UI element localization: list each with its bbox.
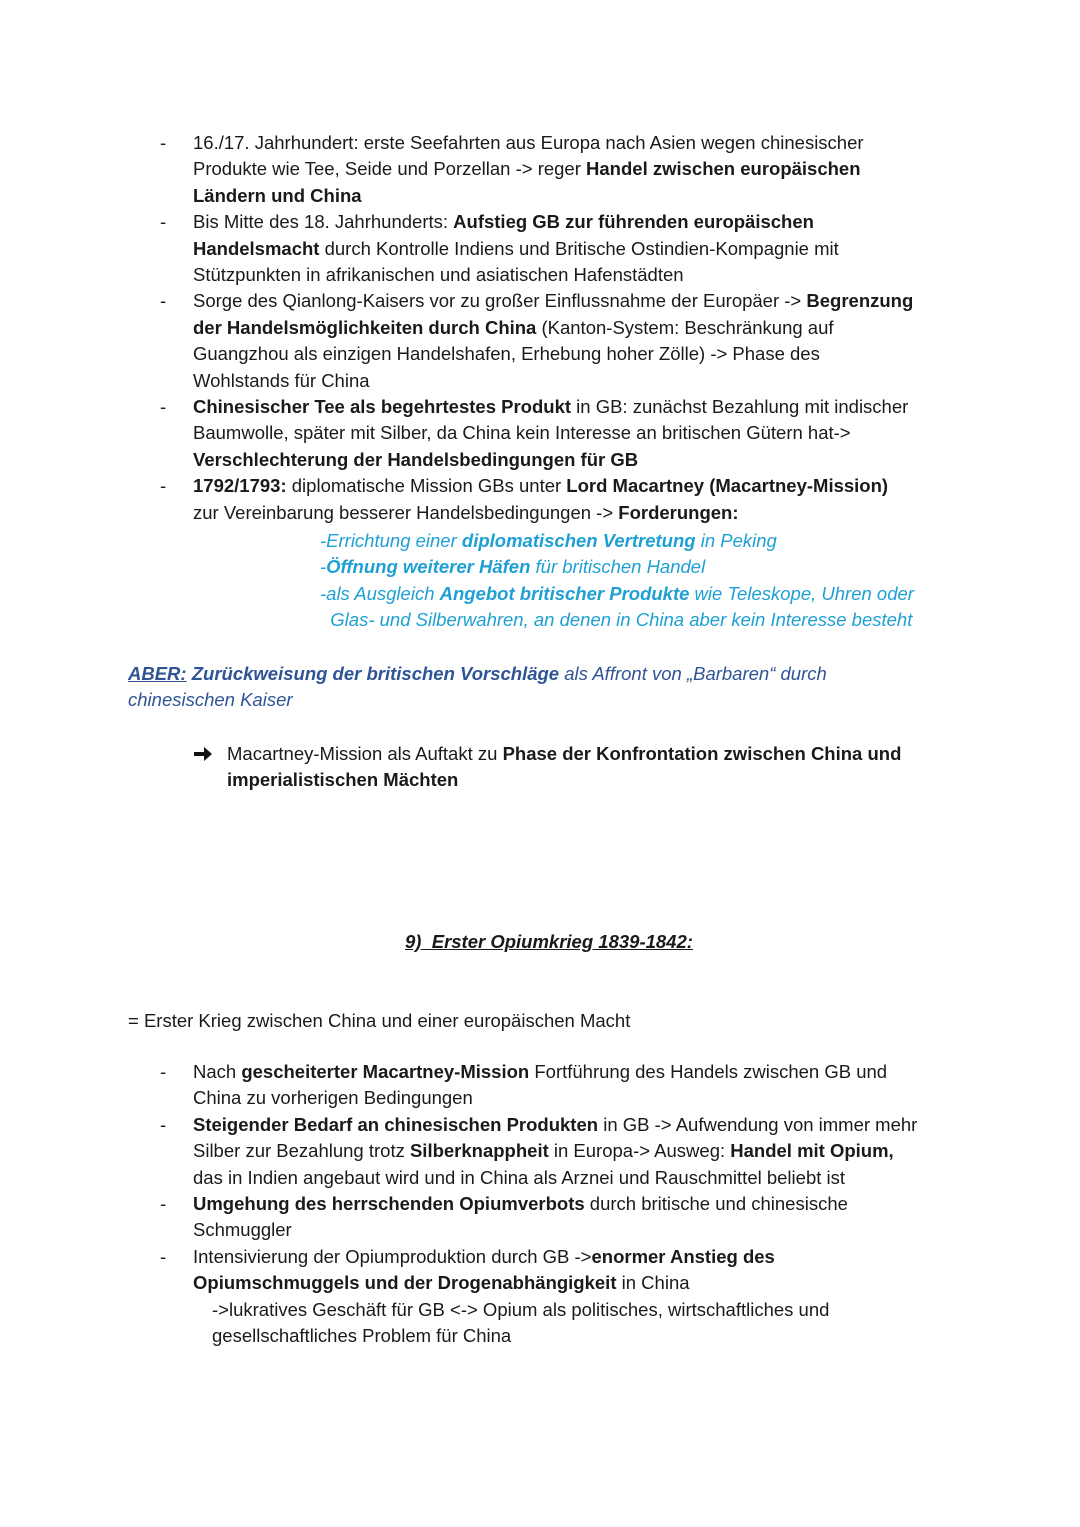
text-run: in China [616, 1272, 690, 1294]
bullet-line [193, 288, 913, 314]
bold-run: Aufstieg GB zur führenden europäischen [453, 211, 814, 233]
demand-line [320, 528, 777, 554]
text-run: in Europa-> Ausweg: [548, 1140, 731, 1162]
text-run: -Errichtung einer [320, 530, 462, 551]
bullet-line [193, 1085, 473, 1111]
heading-number: 9) [405, 931, 422, 952]
text-run: Schmuggler [193, 1219, 292, 1241]
bold-run: Angebot britischer Produkte [439, 582, 690, 604]
bold-underline-run: ABER: [128, 663, 187, 684]
definition-line: = Erster Krieg zwischen China und einer europäischen Macht [128, 1010, 631, 1031]
bold-run: Handel mit Opium, [730, 1140, 894, 1162]
bold-run: Steigender Bedarf an chinesischen Produkten [193, 1113, 599, 1135]
text-run: das in Indien angebaut wird und in China als Arznei und Rauschmittel beliebt ist [193, 1166, 846, 1188]
text-run: gesellschaftliches Problem für China [212, 1325, 512, 1346]
bullet-dash: - [160, 1245, 167, 1267]
bullet-dash: - [160, 132, 167, 153]
bold-run: Forderungen: [618, 501, 739, 523]
bullet-line [193, 315, 834, 341]
bullet-dash: - [160, 475, 167, 497]
bullet-dash: - [160, 1113, 167, 1135]
text-run: ->lukratives Geschäft für GB <-> Opium als politisches, wirtschaftliches und [212, 1298, 830, 1320]
bold-run: Opiumschmuggels und der Drogenabhängigkeit [193, 1272, 617, 1294]
bold-run: Ländern und China [193, 184, 362, 206]
right-arrow-icon [193, 744, 213, 764]
text-run: Bis Mitte des 18. Jahrhunderts: [193, 211, 454, 233]
text-run: Produkte wie Tee, Seide und Porzellan -> reger [193, 158, 587, 180]
bullet-dash: - [160, 1061, 167, 1082]
bullet-line [193, 1138, 894, 1164]
bold-run: diplomatischen Vertretung [461, 530, 696, 551]
text-run: Baumwolle, später mit Silber, da China kein Interesse an britischen Gütern hat-> [193, 422, 851, 444]
bullet-dash: - [160, 290, 167, 312]
text-run: Stützpunkten in afrikanischen und asiatischen Hafenstädten [193, 264, 684, 285]
bold-run: Handelsmacht [193, 237, 320, 259]
bullet-dash: - [160, 211, 167, 233]
bullet-line [193, 236, 839, 262]
bullet-line [193, 1112, 917, 1138]
bullet-line [193, 156, 861, 182]
text-run: Intensivierung der Opiumproduktion durch GB -> [193, 1245, 592, 1267]
text-run: Nach [193, 1061, 242, 1082]
bullet-line [193, 368, 370, 394]
heading-erster-opiumkrieg [405, 929, 693, 955]
bold-run: Lord Macartney (Macartney-Mission) [566, 475, 889, 497]
bold-run: Chinesischer Tee als begehrtestes Produkt [193, 396, 572, 417]
text-run: Sorge des Qianlong-Kaisers vor zu großer Einflussnahme der Europäer -> [193, 290, 807, 312]
text-run: Glas- und Silberwahren, an denen in China aber kein Interesse besteht [320, 609, 913, 631]
bold-run: der Handelsmöglichkeiten durch China [193, 316, 537, 338]
bullet-line [193, 394, 908, 420]
bullet-line [193, 130, 864, 156]
bold-run: gescheiterter Macartney-Mission [241, 1061, 530, 1082]
bold-run: Silberknappheit [409, 1140, 549, 1162]
text-run: Fortführung des Handels zwischen GB und [529, 1061, 888, 1082]
bold-run: enormer Anstieg des [591, 1245, 775, 1267]
text-run: Wohlstands für China [193, 369, 370, 391]
text-run: Guangzhou als einzigen Handelshafen, Erhebung hoher Zölle) -> Phase des [193, 343, 820, 365]
bold-run: Verschlechterung der Handelsbedingungen für GB [193, 448, 639, 470]
text-run: als Affront von „Barbaren“ durch [559, 663, 827, 684]
demand-line [320, 554, 705, 580]
text-run: durch Kontrolle Indiens und Britische Ostindien-Kompagnie mit [319, 237, 839, 259]
bold-run: Umgehung des herrschenden Opiumverbots [193, 1193, 585, 1214]
bullet-line [193, 1244, 775, 1270]
aber-line [128, 661, 827, 687]
bold-run: Phase der Konfrontation zwischen China und [502, 743, 902, 764]
text-run: -als Ausgleich [320, 582, 440, 604]
conclusion-line [227, 767, 458, 793]
bullet-line [193, 209, 814, 235]
bold-run: Öffnung weiterer Häfen [326, 556, 531, 578]
bullet-line [193, 473, 888, 499]
sub-line [212, 1323, 511, 1349]
bullet-line [193, 262, 684, 288]
sub-line [212, 1297, 829, 1323]
text-run: Macartney-Mission als Auftakt zu [227, 743, 503, 764]
bullet-line [193, 183, 362, 209]
text-run: - [320, 556, 327, 578]
heading-title: Erster Opiumkrieg 1839-1842: [431, 931, 693, 952]
text-run: für britischen Handel [530, 556, 706, 578]
aber-line [128, 687, 293, 713]
bullet-line [193, 500, 739, 526]
text-run: 16./17. Jahrhundert: erste Seefahrten aus Europa nach Asien wegen chinesischer [193, 132, 864, 153]
text-run: chinesischen Kaiser [128, 689, 293, 711]
bullet-line [193, 447, 638, 473]
bold-run: Zurückweisung der britischen Vorschläge [191, 663, 560, 684]
conclusion-line [227, 741, 901, 767]
bold-run: 1792/1793: [193, 475, 287, 497]
text-run: in GB -> Aufwendung von immer mehr [598, 1113, 918, 1135]
text-run: (Kanton-System: Beschränkung auf [536, 316, 834, 338]
demand-line [320, 607, 912, 633]
bullet-line [193, 341, 820, 367]
bullet-line [193, 1191, 848, 1217]
bullet-line [193, 420, 851, 446]
text-run: zur Vereinbarung besserer Handelsbedingungen -> [193, 501, 619, 523]
bold-run: Handel zwischen europäischen [586, 158, 861, 180]
bullet-dash: - [160, 396, 167, 417]
text-run: wie Teleskope, Uhren oder [689, 582, 914, 604]
text-run: in GB: zunächst Bezahlung mit indischer [571, 396, 909, 417]
text-run: durch britische und chinesische [584, 1193, 848, 1214]
demand-line [320, 581, 914, 607]
bullet-line [193, 1217, 292, 1243]
text-run: diplomatische Mission GBs unter [286, 475, 567, 497]
bullet-line [193, 1059, 887, 1085]
bold-run: Begrenzung [806, 290, 914, 312]
bullet-dash: - [160, 1193, 167, 1214]
text-run: in Peking [695, 530, 777, 551]
bullet-line [193, 1270, 690, 1296]
text-run: Silber zur Bezahlung trotz [193, 1140, 410, 1162]
text-run: China zu vorherigen Bedingungen [193, 1087, 473, 1109]
bullet-line [193, 1165, 845, 1191]
bold-run: imperialistischen Mächten [227, 769, 459, 791]
